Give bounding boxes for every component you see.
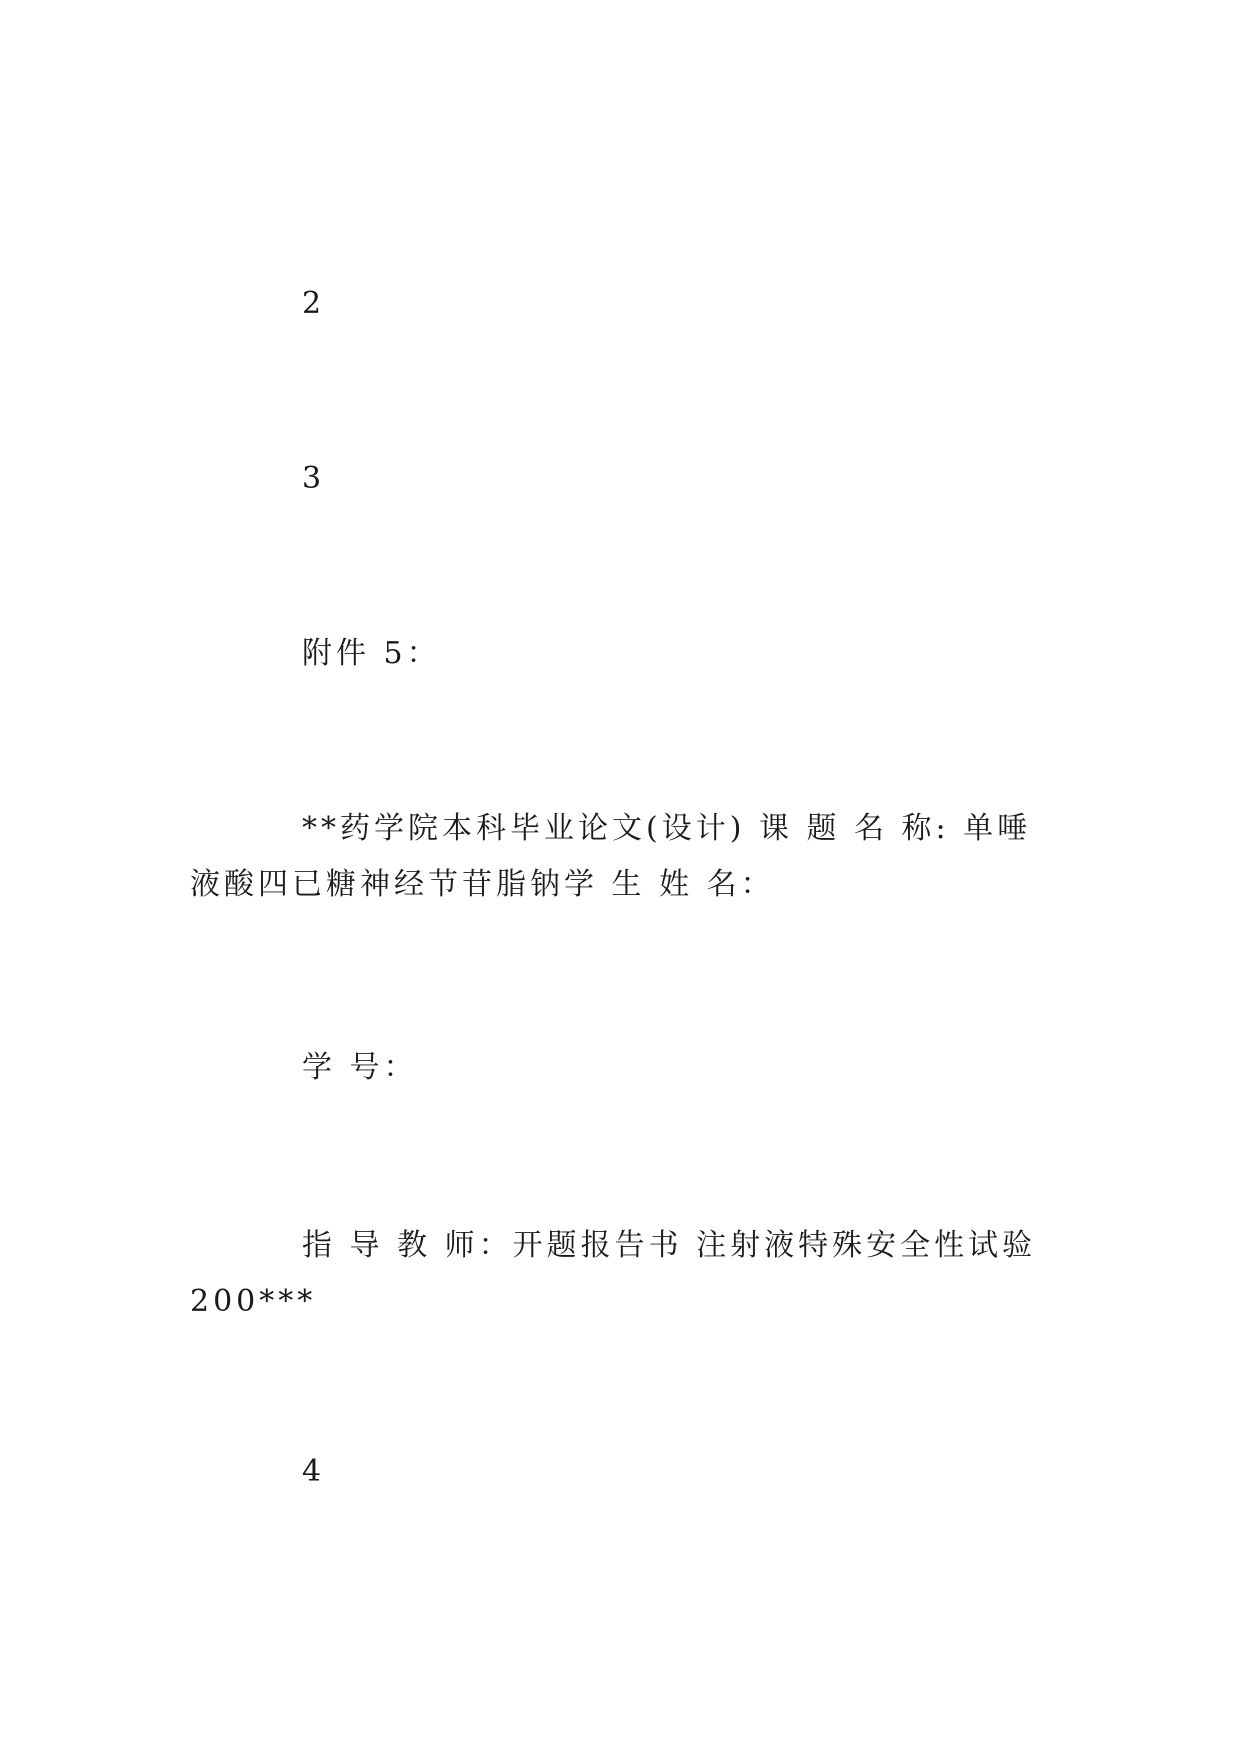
paragraph-number-4: 4 [302, 1454, 326, 1489]
paragraph-number-3: 3 [302, 461, 326, 496]
attachment-label: 附件 5： [302, 636, 441, 671]
thesis-title-block: **药学院本科毕业论文(设计) 课 题 名 称: 单唾液酸四已糖神经节苷脂钠学 生 姓 名： [190, 811, 1032, 902]
student-id-label: 学 号： [302, 1050, 418, 1085]
advisor-block: 指 导 教 师：开题报告书 注射液特殊安全性试验 200*** [190, 1228, 1037, 1319]
paragraph-number-2: 2 [302, 286, 326, 321]
